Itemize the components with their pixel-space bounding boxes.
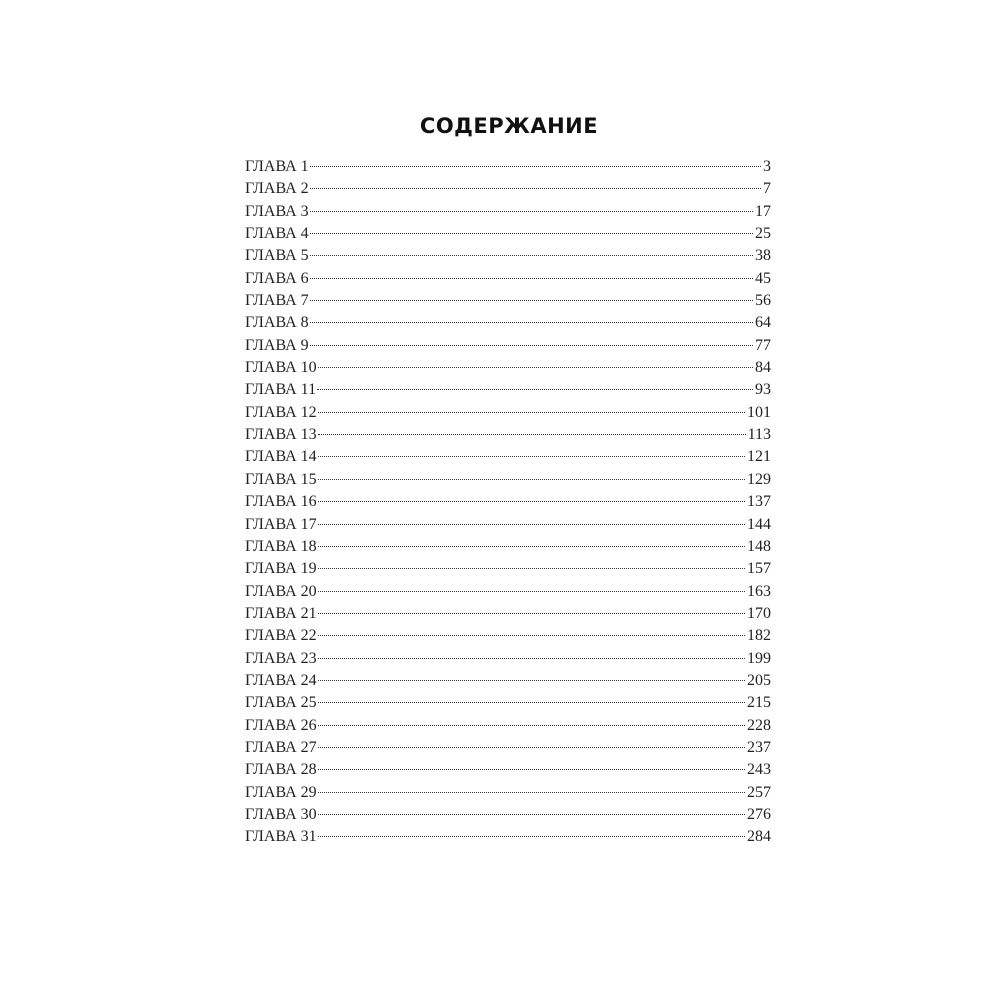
dot-leader	[318, 501, 745, 502]
dot-leader	[310, 255, 753, 256]
toc-entry-page-number: 121	[747, 448, 771, 466]
toc-entry	[245, 516, 771, 538]
toc-entry-page-number: 45	[755, 269, 771, 287]
toc-entry-page-number: 237	[747, 738, 771, 756]
dot-leader	[318, 747, 745, 748]
toc-entry	[245, 761, 771, 783]
dot-leader	[318, 434, 746, 435]
toc-entry-label: ГЛАВА 3	[245, 202, 309, 220]
toc-entry-page-number: 228	[747, 716, 771, 734]
toc-entry-page-number: 276	[747, 805, 771, 823]
dot-leader	[310, 345, 753, 346]
toc-entry-label: ГЛАВА 11	[245, 381, 317, 399]
toc-entry	[245, 694, 771, 716]
toc-entry-label: ГЛАВА 8	[245, 314, 309, 332]
toc-entry-label: ГЛАВА 9	[245, 336, 309, 354]
toc-entry	[245, 247, 771, 269]
toc-entry-page-number: 38	[755, 247, 771, 265]
toc-entry	[245, 672, 771, 694]
dot-leader	[317, 389, 753, 390]
toc-entry	[245, 739, 771, 761]
toc-entry-label: ГЛАВА 26	[245, 716, 317, 734]
toc-entry-page-number: 17	[755, 202, 771, 220]
toc-entry-label: ГЛАВА 4	[245, 225, 309, 243]
toc-entry-page-number: 93	[755, 381, 771, 399]
toc-entry-page-number: 148	[747, 537, 771, 555]
toc-entry-page-number: 163	[747, 582, 771, 600]
toc-entry	[245, 292, 771, 314]
toc-entry-page-number: 25	[755, 225, 771, 243]
toc-entry-label: ГЛАВА 21	[245, 604, 317, 622]
toc-entry-page-number: 284	[747, 828, 771, 846]
toc-entry-page-number: 56	[755, 292, 771, 310]
toc-entry	[245, 650, 771, 672]
dot-leader	[318, 568, 745, 569]
toc-entry-label: ГЛАВА 20	[245, 582, 317, 600]
dot-leader	[318, 613, 745, 614]
toc-entry	[245, 560, 771, 582]
toc-entry	[245, 448, 771, 470]
table-of-contents	[245, 158, 771, 851]
page-title: СОДЕРЖАНИЕ	[419, 114, 599, 138]
toc-entry-page-number: 199	[747, 649, 771, 667]
dot-leader	[310, 166, 761, 167]
toc-entry	[245, 426, 771, 448]
toc-entry-label: ГЛАВА 17	[245, 515, 317, 533]
toc-entry	[245, 158, 771, 180]
dot-leader	[318, 456, 745, 457]
toc-entry-label: ГЛАВА 29	[245, 783, 317, 801]
toc-entry-page-number: 129	[747, 470, 771, 488]
toc-entry-page-number: 182	[747, 627, 771, 645]
toc-entry	[245, 493, 771, 515]
dot-leader	[318, 367, 753, 368]
toc-entry-label: ГЛАВА 31	[245, 828, 317, 846]
dot-leader	[318, 702, 745, 703]
toc-entry-page-number: 7	[763, 180, 771, 198]
toc-entry-page-number: 205	[747, 671, 771, 689]
dot-leader	[318, 792, 745, 793]
toc-entry	[245, 471, 771, 493]
dot-leader	[318, 479, 745, 480]
toc-entry	[245, 784, 771, 806]
toc-entry	[245, 806, 771, 828]
toc-entry	[245, 381, 771, 403]
toc-entry-label: ГЛАВА 18	[245, 537, 317, 555]
toc-entry	[245, 314, 771, 336]
toc-entry-label: ГЛАВА 14	[245, 448, 317, 466]
toc-entry	[245, 359, 771, 381]
toc-entry-label: ГЛАВА 27	[245, 738, 317, 756]
dot-leader	[318, 814, 745, 815]
dot-leader	[318, 836, 745, 837]
toc-entry	[245, 828, 771, 850]
toc-entry-label: ГЛАВА 16	[245, 493, 317, 511]
toc-entry-label: ГЛАВА 10	[245, 359, 317, 377]
dot-leader	[318, 725, 745, 726]
toc-entry	[245, 605, 771, 627]
toc-entry-label: ГЛАВА 7	[245, 292, 309, 310]
dot-leader	[318, 680, 745, 681]
toc-entry-label: ГЛАВА 23	[245, 649, 317, 667]
toc-entry-page-number: 77	[755, 336, 771, 354]
toc-entry	[245, 203, 771, 225]
toc-entry-label: ГЛАВА 5	[245, 247, 309, 265]
dot-leader	[318, 658, 745, 659]
dot-leader	[310, 188, 761, 189]
toc-entry	[245, 337, 771, 359]
dot-leader	[310, 322, 753, 323]
toc-entry	[245, 538, 771, 560]
dot-leader	[318, 546, 745, 547]
toc-entry-page-number: 157	[747, 560, 771, 578]
toc-entry-page-number: 215	[747, 694, 771, 712]
toc-entry-label: ГЛАВА 13	[245, 426, 317, 444]
toc-entry-page-number: 3	[763, 158, 771, 175]
dot-leader	[318, 524, 745, 525]
toc-entry	[245, 270, 771, 292]
dot-leader	[310, 211, 753, 212]
dot-leader	[310, 278, 753, 279]
toc-entry	[245, 583, 771, 605]
toc-entry-label: ГЛАВА 28	[245, 761, 317, 779]
toc-entry-page-number: 101	[747, 403, 771, 421]
toc-entry-label: ГЛАВА 1	[245, 158, 309, 175]
toc-entry-page-number: 113	[747, 426, 771, 444]
toc-entry-label: ГЛАВА 22	[245, 627, 317, 645]
toc-entry-page-number: 137	[747, 493, 771, 511]
toc-entry-label: ГЛАВА 6	[245, 269, 309, 287]
toc-entry-page-number: 144	[747, 515, 771, 533]
toc-entry	[245, 627, 771, 649]
toc-entry-label: ГЛАВА 15	[245, 470, 317, 488]
toc-entry-label: ГЛАВА 19	[245, 560, 317, 578]
toc-entry-label: ГЛАВА 2	[245, 180, 309, 198]
toc-entry	[245, 180, 771, 202]
dot-leader	[310, 300, 753, 301]
toc-entry-page-number: 84	[755, 359, 771, 377]
toc-entry-label: ГЛАВА 12	[245, 403, 317, 421]
toc-entry	[245, 404, 771, 426]
toc-entry	[245, 717, 771, 739]
toc-entry-page-number: 64	[755, 314, 771, 332]
toc-entry	[245, 225, 771, 247]
dot-leader	[318, 769, 745, 770]
dot-leader	[318, 591, 745, 592]
toc-entry-page-number: 170	[747, 604, 771, 622]
toc-entry-page-number: 257	[747, 783, 771, 801]
dot-leader	[318, 412, 745, 413]
dot-leader	[318, 635, 745, 636]
toc-entry-label: ГЛАВА 30	[245, 805, 317, 823]
toc-entry-label: ГЛАВА 25	[245, 694, 317, 712]
toc-entry-page-number: 243	[747, 761, 771, 779]
toc-entry-label: ГЛАВА 24	[245, 671, 317, 689]
dot-leader	[310, 233, 753, 234]
